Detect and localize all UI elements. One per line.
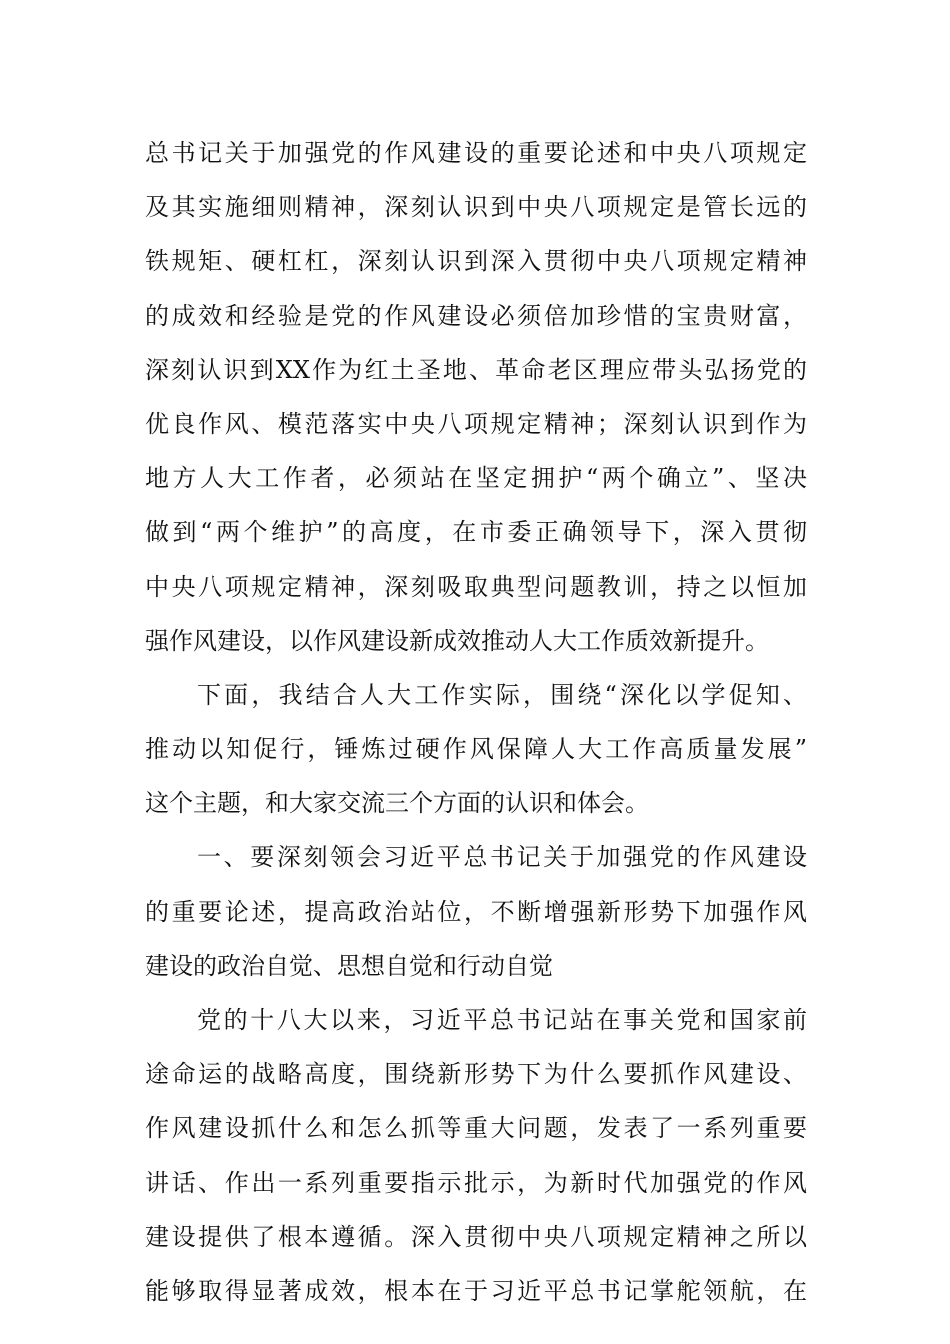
text-line: 推动以知促行，锤炼过硬作风保障人大工作高质量发展” (145, 735, 807, 764)
text-line: 做到“两个维护”的高度，在市委正确领导下，深入贯彻 (145, 518, 807, 547)
text-line: 讲话、作出一系列重要指示批示，为新时代加强党的作风 (145, 1168, 807, 1197)
text-line: 强作风建设，以作风建设新成效推动人大工作质效新提升。 (145, 626, 769, 655)
section-heading-line: 建设的政治自觉、思想自觉和行动自觉 (145, 951, 553, 980)
text-line: 及其实施细则精神，深刻认识到中央八项规定是管长远的 (145, 193, 807, 222)
text-line: 铁规矩、硬杠杠，深刻认识到深入贯彻中央八项规定精神 (145, 247, 807, 276)
text-line: 总书记关于加强党的作风建设的重要论述和中央八项规定 (145, 139, 807, 167)
text-line: 能够取得显著成效，根本在于习近平总书记掌舵领航，在 (145, 1276, 807, 1305)
body-text (145, 126, 807, 1318)
paragraph-start-line: 党的十八大以来，习近平总书记站在事关党和国家前 (197, 1006, 807, 1034)
text-line: 这个主题，和大家交流三个方面的认识和体会。 (145, 789, 649, 818)
text-line: 作风建设抓什么和怎么抓等重大问题，发表了一系列重要 (145, 1114, 807, 1143)
text-line: 优良作风、模范落实中央八项规定精神；深刻认识到作为 (145, 409, 807, 438)
section-heading-line: 一、要深刻领会习近平总书记关于加强党的作风建设 (197, 843, 807, 872)
text-line: 地方人大工作者，必须站在坚定拥护“两个确立”、坚决 (145, 464, 807, 493)
section-heading-line: 的重要论述，提高政治站位，不断增强新形势下加强作风 (145, 897, 807, 926)
text-line: 的成效和经验是党的作风建设必须倍加珍惜的宝贵财富， (145, 301, 807, 330)
text-line: 中央八项规定精神，深刻吸取典型问题教训，持之以恒加 (145, 572, 807, 601)
text-line: 途命运的战略高度，围绕新形势下为什么要抓作风建设、 (145, 1060, 807, 1089)
paragraph-start-line: 下面，我结合人大工作实际，围绕“深化以学促知、 (197, 680, 807, 709)
text-line: 建设提供了根本遵循。深入贯彻中央八项规定精神之所以 (145, 1222, 807, 1251)
text-line: 深刻认识到XX作为红土圣地、革命老区理应带头弘扬党的 (145, 355, 807, 384)
